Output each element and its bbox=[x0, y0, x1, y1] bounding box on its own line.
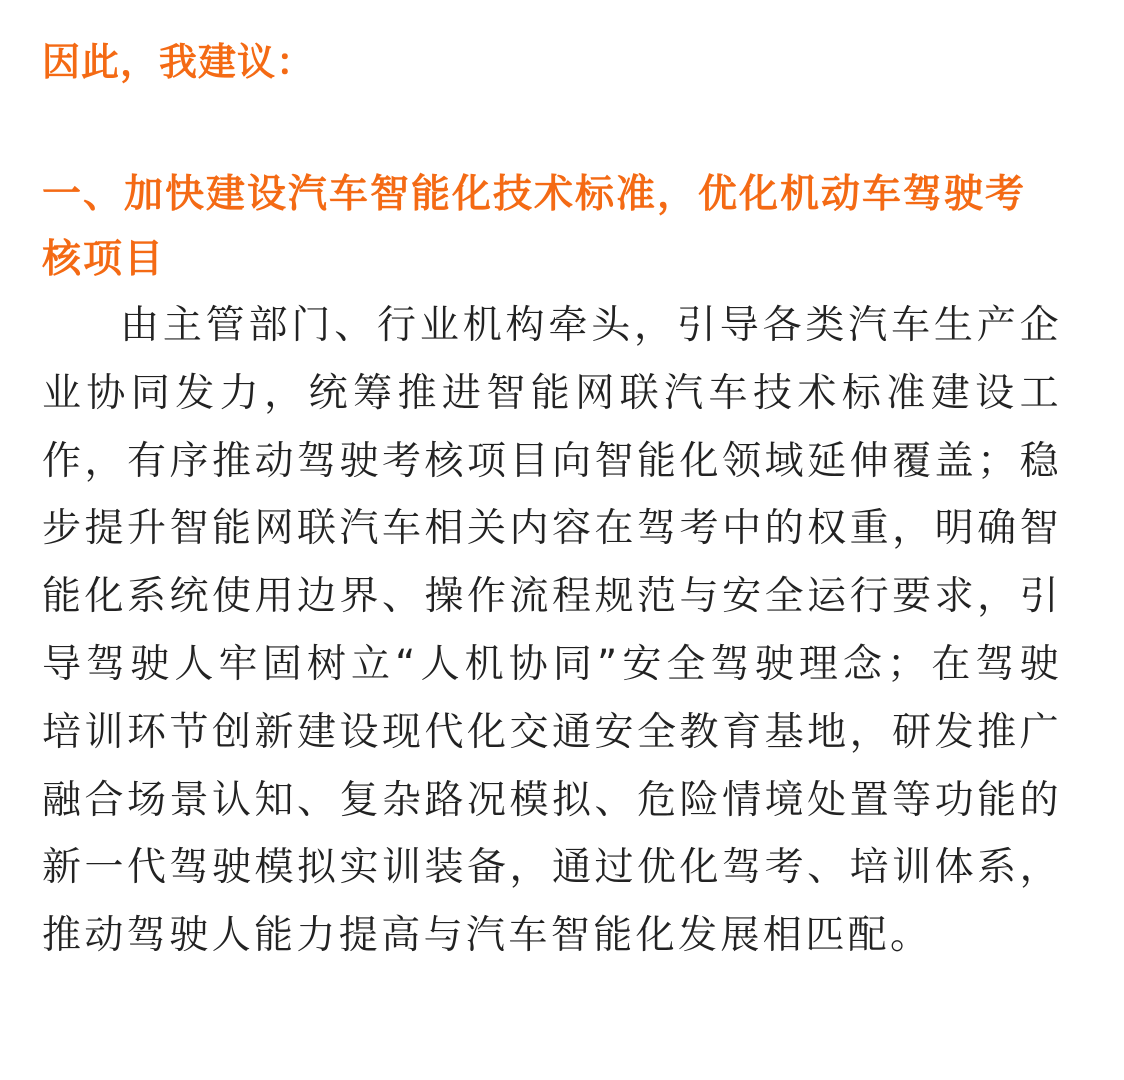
intro-heading: 因此，我建议： bbox=[42, 40, 316, 84]
section-paragraph: 由主管部门、行业机构牵头，引导各类汽车生产企业协同发力，统筹推进智能网联汽车技术标准建设工作，有序推动驾驶考核项目向智能化领域延伸覆盖；稳步提升智能网联汽车相关内容在驾考中的权重，明确智能化系统使用边界、操作流程规范与安全运行要求，引导驾驶人牢固树立“人机协同”安全驾驶理念；在驾驶培训环节创新建设现代化交通安全教育基地，研发推广融合场景认知、复杂路况模拟、危险情境处置等功能的新一代驾驶模拟实训装备，通过优化驾考、培训体系，推动驾驶人能力提高与汽车智能化发展相匹配。 bbox=[42, 303, 1062, 959]
document-page bbox=[42, 30, 1062, 970]
section-title: 一、加快建设汽车智能化技术标准，优化机动车驾驶考核项目 bbox=[42, 172, 1027, 282]
